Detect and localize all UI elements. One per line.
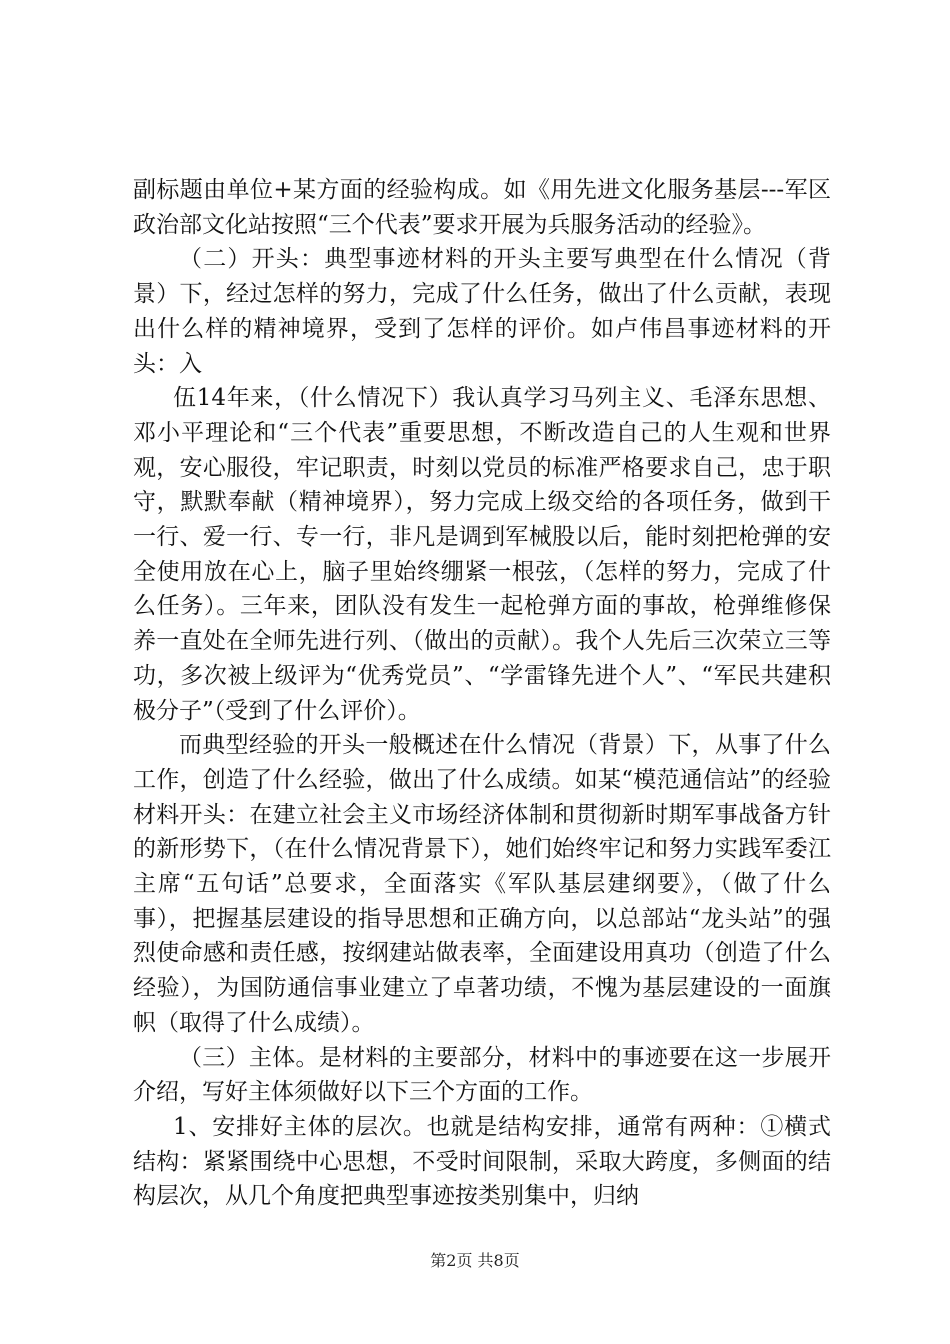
paragraph-experience-opening: 而典型经验的开头一般概述在什么情况（背景）下，从事了什么工作，创造了什么经验，做出了什么成绩。如某“模范通信站”的经验材料开头：在建立社会主义市场经济体制和贯彻新时期军事战备方针的新形势下，（在什么情况背景下），她们始终牢记和努力实践军委江主席“五句话”总要求，全面落实《军队基层建纲要》，（做了什么事），把握基层建设的指导思想和正确方向，以总部站“龙头站”的强烈使命感和责任感，按纲建站做表率，全面建设用真功（创造了什么经验），为国防通信事业建立了卓著功绩，不愧为基层建设的一面旗帜（取得了什么成绩）。 (133, 732, 831, 1036)
paragraph-structure-arrangement: 1、安排好主体的层次。也就是结构安排，通常有两种：①横式结构：紧紧围绕中心思想，不受时间限制，采取大跨度，多侧面的结构层次，从几个角度把典型事迹按类别集中，归纳 (133, 1113, 831, 1210)
paragraph-main-body-section: （三）主体。是材料的主要部分，材料中的事迹要在这一步展开介绍，写好主体须做好以下三个方面的工作。 (133, 1044, 831, 1106)
paragraph-example-deeds: 伍14年来，（什么情况下）我认真学习马列主义、毛泽东思想、邓小平理论和“三个代表”重要思想，不断改造自己的人生观和世界观，安心服役，牢记职责，时刻以党员的标准严格要求自己，忠于职守，默默奉献（精神境界），努力完成上级交给的各项任务，做到干一行、爱一行、专一行，非凡是调到军械股以后，能时刻把枪弹的安全使用放在心上，脑子里始终绷紧一根弦，（怎样的努力，完成了什么任务）。三年来，团队没有发生一起枪弹方面的事故，枪弹维修保养一直处在全师先进行列、（做出的贡献）。我个人先后三次荣立三等功，多次被上级评为“优秀党员”、“学雷锋先进个人”、“军民共建积极分子”（受到了什么评价）。 (133, 385, 831, 724)
paragraph-subtitle-note: 副标题由单位+某方面的经验构成。如《用先进文化服务基层---军区政治部文化站按照“三个代表”要求开展为兵服务活动的经验》。 (133, 177, 831, 238)
document-body (133, 173, 831, 1214)
paragraph-opening-section: （二）开头：典型事迹材料的开头主要写典型在什么情况（背景）下，经过怎样的努力，完成了什么任务，做出了什么贡献，表现出什么样的精神境界，受到了怎样的评价。如卢伟昌事迹材料的开头：入 (133, 246, 831, 377)
page-number-footer: 第2页 共8页 (430, 1251, 520, 1270)
